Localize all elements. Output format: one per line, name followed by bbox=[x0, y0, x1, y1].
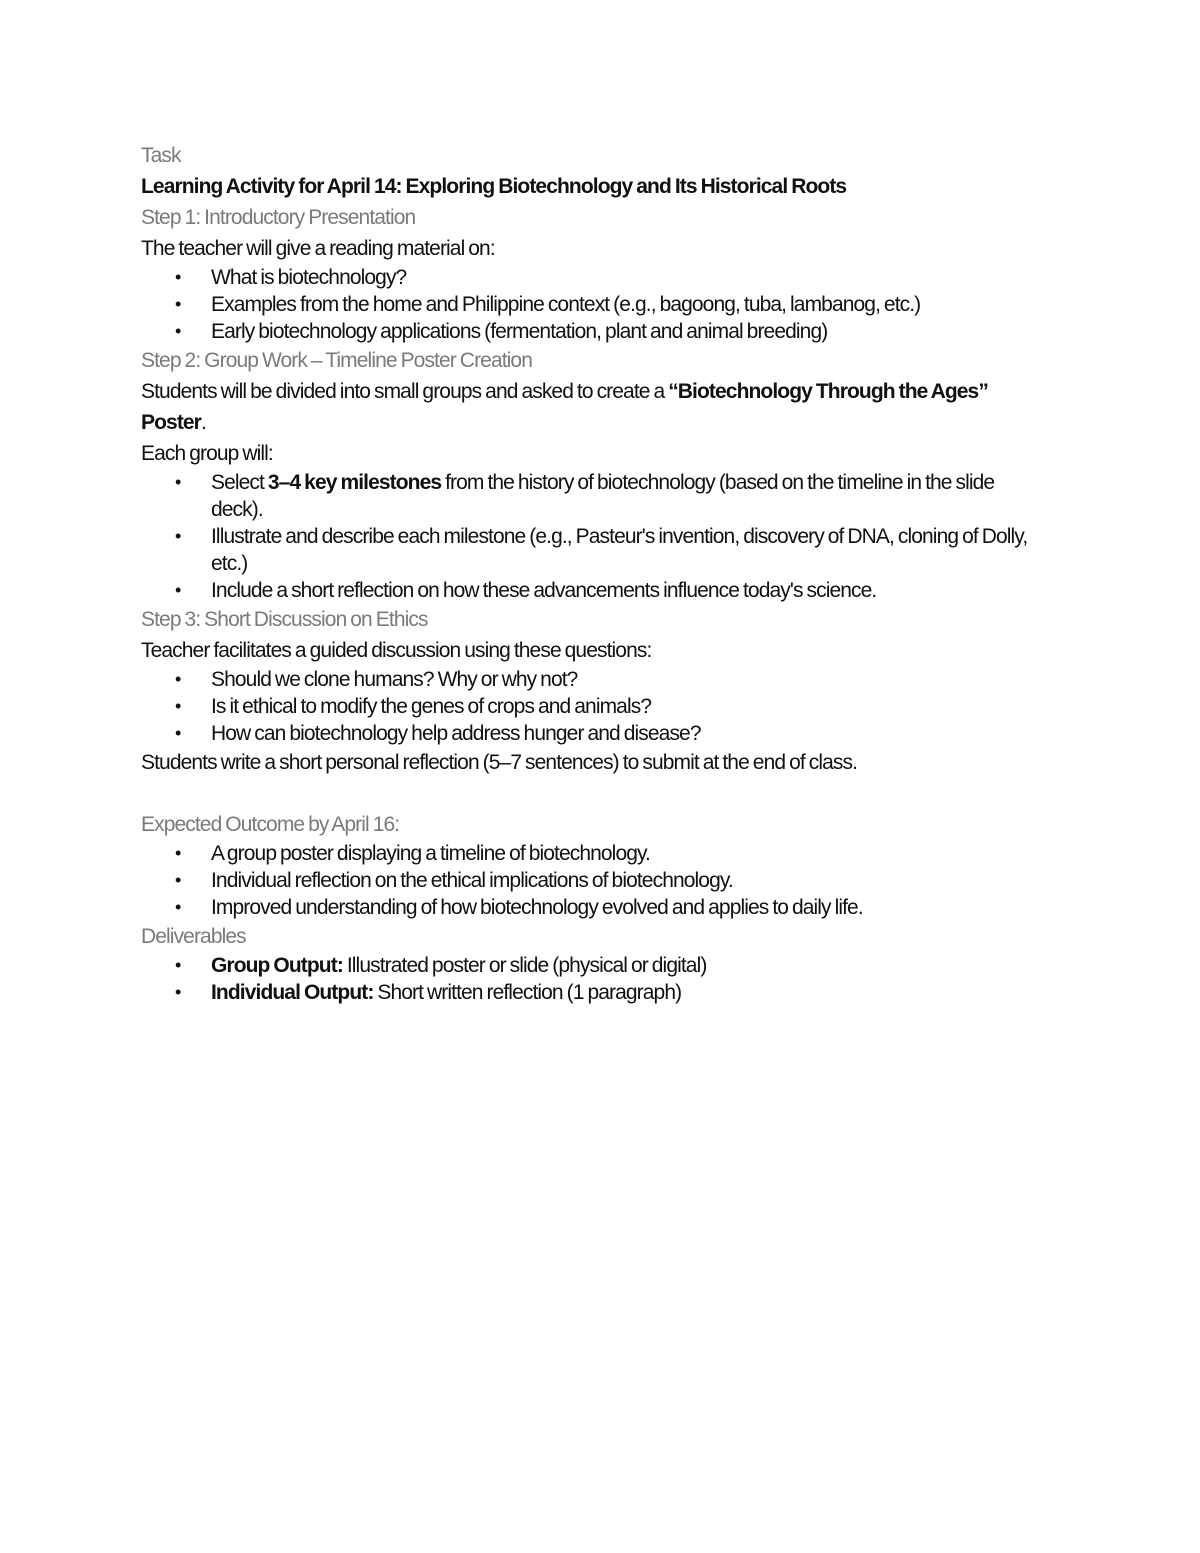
step1-heading: Step 1: Introductory Presentation bbox=[141, 206, 416, 229]
list-item bbox=[141, 318, 1041, 345]
outcome-heading: Expected Outcome by April 16: bbox=[141, 813, 400, 836]
step1-intro: The teacher will give a reading material on: bbox=[141, 237, 495, 260]
list-item-text bbox=[211, 979, 1041, 1006]
document-page bbox=[141, 140, 1041, 1006]
bullet-icon: • bbox=[175, 723, 181, 743]
item-text-post: from the history of biotechnology (based on the timeline in the slide deck). bbox=[211, 471, 995, 521]
individual-output-text: Short written reflection (1 paragraph) bbox=[373, 981, 682, 1004]
list-item-text: Improved understanding of how biotechnology evolved and applies to daily life. bbox=[211, 896, 863, 919]
list-item bbox=[141, 577, 1041, 604]
list-item bbox=[141, 523, 1041, 577]
group-output-text: Illustrated poster or slide (physical or digital) bbox=[342, 954, 707, 977]
list-item-text: What is biotechnology? bbox=[211, 266, 407, 289]
document-title: Learning Activity for April 14: Exploring Biotechnology and Its Historical Roots bbox=[141, 175, 847, 198]
bullet-icon: • bbox=[175, 267, 181, 287]
bullet-icon: • bbox=[175, 669, 181, 689]
key-milestones: 3–4 key milestones bbox=[267, 471, 442, 494]
bullet-icon: • bbox=[175, 472, 181, 492]
step2-intro-text: Students will be divided into small groups and asked to create a bbox=[141, 380, 669, 403]
step3-heading: Step 3: Short Discussion on Ethics bbox=[141, 608, 428, 631]
task-label: Task bbox=[141, 144, 181, 167]
list-item bbox=[141, 469, 1041, 523]
blank-line bbox=[141, 778, 1041, 809]
list-item bbox=[141, 840, 1041, 867]
step3-intro: Teacher facilitates a guided discussion using these questions: bbox=[141, 639, 652, 662]
bullet-icon: • bbox=[175, 897, 181, 917]
list-item-text: Individual reflection on the ethical implications of biotechnology. bbox=[211, 869, 733, 892]
item-text-pre: Select bbox=[211, 471, 268, 494]
list-item bbox=[141, 894, 1041, 921]
list-item bbox=[141, 979, 1041, 1006]
individual-output-label: Individual Output: bbox=[211, 981, 374, 1004]
group-output-label: Group Output: bbox=[211, 954, 343, 977]
list-item-text bbox=[211, 469, 1041, 523]
step2-each-group: Each group will: bbox=[141, 442, 273, 465]
bullet-icon: • bbox=[175, 294, 181, 314]
bullet-icon: • bbox=[175, 843, 181, 863]
step2-list bbox=[141, 469, 1041, 604]
list-item bbox=[141, 264, 1041, 291]
step2-poster-word: Poster bbox=[141, 411, 201, 434]
list-item-text: Should we clone humans? Why or why not? bbox=[211, 668, 578, 691]
list-item-text: Early biotechnology applications (fermentation, plant and animal breeding) bbox=[211, 320, 828, 343]
list-item bbox=[141, 952, 1041, 979]
list-item-text bbox=[211, 952, 1041, 979]
list-item-text: Examples from the home and Philippine context (e.g., bagoong, tuba, lambanog, etc.) bbox=[211, 293, 921, 316]
step1-list bbox=[141, 264, 1041, 345]
list-item-text: How can biotechnology help address hunger and disease? bbox=[211, 722, 701, 745]
step2-intro bbox=[141, 376, 1041, 438]
deliverables-list bbox=[141, 952, 1041, 1006]
bullet-icon: • bbox=[175, 526, 181, 546]
step2-intro-period: . bbox=[200, 411, 206, 434]
list-item-text: A group poster displaying a timeline of biotechnology. bbox=[211, 842, 650, 865]
bullet-icon: • bbox=[175, 982, 181, 1002]
list-item-text: Illustrate and describe each milestone (e.g., Pasteur's invention, discovery of DNA, cloning of Dolly, etc.) bbox=[211, 525, 1028, 575]
outcome-list bbox=[141, 840, 1041, 921]
step3-closing: Students write a short personal reflection (5–7 sentences) to submit at the end of class. bbox=[141, 751, 858, 774]
list-item bbox=[141, 867, 1041, 894]
list-item bbox=[141, 693, 1041, 720]
bullet-icon: • bbox=[175, 955, 181, 975]
step3-list bbox=[141, 666, 1041, 747]
bullet-icon: • bbox=[175, 696, 181, 716]
step2-poster-title: “Biotechnology Through the Ages” bbox=[668, 380, 988, 403]
bullet-icon: • bbox=[175, 321, 181, 341]
list-item bbox=[141, 666, 1041, 693]
deliverables-heading: Deliverables bbox=[141, 925, 246, 948]
list-item-text: Include a short reflection on how these advancements influence today's science. bbox=[211, 579, 877, 602]
list-item-text: Is it ethical to modify the genes of crops and animals? bbox=[211, 695, 652, 718]
list-item bbox=[141, 291, 1041, 318]
bullet-icon: • bbox=[175, 870, 181, 890]
step2-heading: Step 2: Group Work – Timeline Poster Creation bbox=[141, 349, 532, 372]
list-item bbox=[141, 720, 1041, 747]
bullet-icon: • bbox=[175, 580, 181, 600]
